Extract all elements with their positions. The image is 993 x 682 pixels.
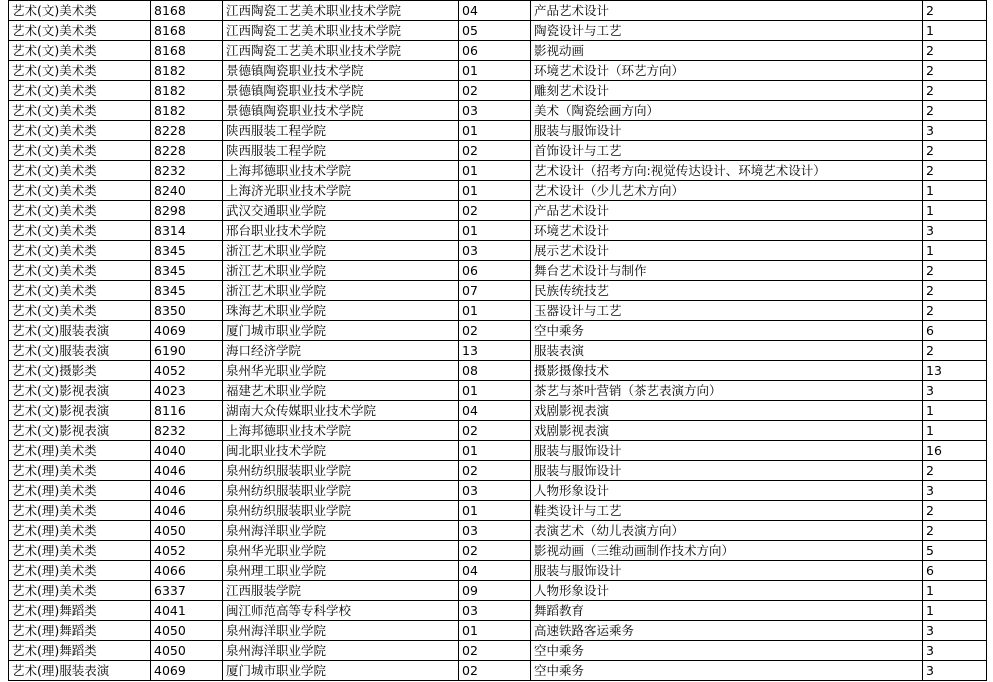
school-name-cell: 陕西服装工程学院 xyxy=(223,121,459,141)
category-cell: 艺术(理)美术类 xyxy=(9,481,151,501)
school-name-cell: 景德镇陶瓷职业技术学院 xyxy=(223,61,459,81)
category-cell: 艺术(文)影视表演 xyxy=(9,401,151,421)
plan-count-cell: 2 xyxy=(923,141,987,161)
major-name-cell: 人物形象设计 xyxy=(531,481,923,501)
category-cell: 艺术(理)舞蹈类 xyxy=(9,601,151,621)
major-name-cell: 陶瓷设计与工艺 xyxy=(531,21,923,41)
school-code-cell: 8116 xyxy=(151,401,223,421)
plan-count-cell: 2 xyxy=(923,61,987,81)
school-code-cell: 8168 xyxy=(151,21,223,41)
major-name-cell: 空中乘务 xyxy=(531,641,923,661)
school-name-cell: 泉州海洋职业学院 xyxy=(223,521,459,541)
major-name-cell: 民族传统技艺 xyxy=(531,281,923,301)
major-code-cell: 02 xyxy=(459,421,531,441)
table-body xyxy=(9,1,987,681)
school-code-cell: 8168 xyxy=(151,41,223,61)
major-name-cell: 服装表演 xyxy=(531,341,923,361)
category-cell: 艺术(文)美术类 xyxy=(9,1,151,21)
category-cell: 艺术(文)美术类 xyxy=(9,121,151,141)
plan-count-cell: 2 xyxy=(923,41,987,61)
school-name-cell: 泉州纺织服装职业学院 xyxy=(223,461,459,481)
table-row xyxy=(9,41,987,61)
school-name-cell: 泉州海洋职业学院 xyxy=(223,641,459,661)
plan-count-cell: 2 xyxy=(923,341,987,361)
category-cell: 艺术(理)美术类 xyxy=(9,441,151,461)
table-row xyxy=(9,481,987,501)
major-name-cell: 展示艺术设计 xyxy=(531,241,923,261)
category-cell: 艺术(理)美术类 xyxy=(9,461,151,481)
school-name-cell: 浙江艺术职业学院 xyxy=(223,281,459,301)
major-name-cell: 雕刻艺术设计 xyxy=(531,81,923,101)
plan-count-cell: 3 xyxy=(923,221,987,241)
school-code-cell: 8182 xyxy=(151,81,223,101)
table-row xyxy=(9,661,987,681)
table-row xyxy=(9,201,987,221)
school-code-cell: 8345 xyxy=(151,281,223,301)
school-code-cell: 8182 xyxy=(151,61,223,81)
category-cell: 艺术(文)服装表演 xyxy=(9,321,151,341)
plan-count-cell: 6 xyxy=(923,561,987,581)
category-cell: 艺术(理)美术类 xyxy=(9,541,151,561)
school-name-cell: 珠海艺术职业学院 xyxy=(223,301,459,321)
category-cell: 艺术(文)美术类 xyxy=(9,101,151,121)
plan-count-cell: 3 xyxy=(923,121,987,141)
school-code-cell: 4050 xyxy=(151,521,223,541)
school-code-cell: 4069 xyxy=(151,321,223,341)
category-cell: 艺术(文)美术类 xyxy=(9,41,151,61)
category-cell: 艺术(文)美术类 xyxy=(9,161,151,181)
major-name-cell: 服装与服饰设计 xyxy=(531,121,923,141)
major-code-cell: 03 xyxy=(459,101,531,121)
plan-count-cell: 5 xyxy=(923,541,987,561)
category-cell: 艺术(理)美术类 xyxy=(9,581,151,601)
school-name-cell: 景德镇陶瓷职业技术学院 xyxy=(223,81,459,101)
plan-count-cell: 2 xyxy=(923,281,987,301)
category-cell: 艺术(文)美术类 xyxy=(9,201,151,221)
school-code-cell: 4040 xyxy=(151,441,223,461)
school-code-cell: 4046 xyxy=(151,461,223,481)
major-name-cell: 高速铁路客运乘务 xyxy=(531,621,923,641)
plan-count-cell: 1 xyxy=(923,201,987,221)
category-cell: 艺术(文)美术类 xyxy=(9,241,151,261)
school-name-cell: 江西陶瓷工艺美术职业技术学院 xyxy=(223,1,459,21)
major-code-cell: 03 xyxy=(459,521,531,541)
major-name-cell: 产品艺术设计 xyxy=(531,201,923,221)
major-code-cell: 02 xyxy=(459,321,531,341)
major-name-cell: 影视动画（三维动画制作技术方向） xyxy=(531,541,923,561)
major-code-cell: 06 xyxy=(459,261,531,281)
major-name-cell: 服装与服饰设计 xyxy=(531,461,923,481)
major-code-cell: 13 xyxy=(459,341,531,361)
major-code-cell: 07 xyxy=(459,281,531,301)
major-name-cell: 空中乘务 xyxy=(531,321,923,341)
school-name-cell: 景德镇陶瓷职业技术学院 xyxy=(223,101,459,121)
plan-count-cell: 2 xyxy=(923,461,987,481)
major-name-cell: 戏剧影视表演 xyxy=(531,401,923,421)
plan-count-cell: 2 xyxy=(923,81,987,101)
school-code-cell: 4066 xyxy=(151,561,223,581)
category-cell: 艺术(文)美术类 xyxy=(9,221,151,241)
school-code-cell: 4023 xyxy=(151,381,223,401)
table-row xyxy=(9,321,987,341)
school-name-cell: 福建艺术职业学院 xyxy=(223,381,459,401)
table-row xyxy=(9,641,987,661)
plan-count-cell: 1 xyxy=(923,421,987,441)
school-name-cell: 厦门城市职业学院 xyxy=(223,321,459,341)
major-name-cell: 产品艺术设计 xyxy=(531,1,923,21)
major-code-cell: 02 xyxy=(459,641,531,661)
major-code-cell: 04 xyxy=(459,1,531,21)
major-code-cell: 01 xyxy=(459,161,531,181)
table-row xyxy=(9,281,987,301)
table-row xyxy=(9,341,987,361)
school-name-cell: 闽江师范高等专科学校 xyxy=(223,601,459,621)
major-name-cell: 鞋类设计与工艺 xyxy=(531,501,923,521)
school-code-cell: 6337 xyxy=(151,581,223,601)
school-name-cell: 浙江艺术职业学院 xyxy=(223,241,459,261)
major-code-cell: 03 xyxy=(459,241,531,261)
major-code-cell: 01 xyxy=(459,221,531,241)
major-code-cell: 01 xyxy=(459,121,531,141)
table-row xyxy=(9,441,987,461)
major-code-cell: 01 xyxy=(459,621,531,641)
major-code-cell: 04 xyxy=(459,561,531,581)
major-code-cell: 01 xyxy=(459,181,531,201)
table-row xyxy=(9,121,987,141)
major-name-cell: 舞台艺术设计与制作 xyxy=(531,261,923,281)
table-row xyxy=(9,301,987,321)
school-code-cell: 4041 xyxy=(151,601,223,621)
category-cell: 艺术(文)摄影类 xyxy=(9,361,151,381)
category-cell: 艺术(理)舞蹈类 xyxy=(9,641,151,661)
major-name-cell: 表演艺术（幼儿表演方向） xyxy=(531,521,923,541)
major-code-cell: 02 xyxy=(459,81,531,101)
major-code-cell: 06 xyxy=(459,41,531,61)
plan-count-cell: 3 xyxy=(923,661,987,681)
category-cell: 艺术(理)美术类 xyxy=(9,521,151,541)
school-name-cell: 武汉交通职业学院 xyxy=(223,201,459,221)
major-code-cell: 02 xyxy=(459,201,531,221)
major-code-cell: 01 xyxy=(459,381,531,401)
school-code-cell: 4050 xyxy=(151,621,223,641)
major-name-cell: 环境艺术设计（环艺方向） xyxy=(531,61,923,81)
plan-count-cell: 3 xyxy=(923,621,987,641)
plan-count-cell: 2 xyxy=(923,261,987,281)
school-code-cell: 8182 xyxy=(151,101,223,121)
major-code-cell: 02 xyxy=(459,661,531,681)
major-name-cell: 人物形象设计 xyxy=(531,581,923,601)
table-row xyxy=(9,241,987,261)
school-code-cell: 4052 xyxy=(151,361,223,381)
category-cell: 艺术(文)美术类 xyxy=(9,61,151,81)
school-name-cell: 海口经济学院 xyxy=(223,341,459,361)
table-row xyxy=(9,261,987,281)
school-code-cell: 4046 xyxy=(151,481,223,501)
table-row xyxy=(9,181,987,201)
major-code-cell: 02 xyxy=(459,461,531,481)
plan-count-cell: 3 xyxy=(923,641,987,661)
school-name-cell: 江西服装学院 xyxy=(223,581,459,601)
plan-count-cell: 2 xyxy=(923,1,987,21)
table-row xyxy=(9,1,987,21)
plan-count-cell: 1 xyxy=(923,401,987,421)
table-row xyxy=(9,581,987,601)
school-name-cell: 上海济光职业技术学院 xyxy=(223,181,459,201)
major-name-cell: 美术（陶瓷绘画方向） xyxy=(531,101,923,121)
plan-count-cell: 2 xyxy=(923,101,987,121)
table-row xyxy=(9,521,987,541)
major-code-cell: 01 xyxy=(459,501,531,521)
category-cell: 艺术(文)美术类 xyxy=(9,281,151,301)
school-name-cell: 邢台职业技术学院 xyxy=(223,221,459,241)
school-name-cell: 厦门城市职业学院 xyxy=(223,661,459,681)
table-row xyxy=(9,601,987,621)
school-name-cell: 泉州华光职业学院 xyxy=(223,361,459,381)
plan-count-cell: 16 xyxy=(923,441,987,461)
category-cell: 艺术(文)美术类 xyxy=(9,21,151,41)
table-row xyxy=(9,21,987,41)
school-code-cell: 8232 xyxy=(151,421,223,441)
major-name-cell: 茶艺与茶叶营销（茶艺表演方向） xyxy=(531,381,923,401)
plan-count-cell: 1 xyxy=(923,181,987,201)
category-cell: 艺术(文)服装表演 xyxy=(9,341,151,361)
school-name-cell: 泉州纺织服装职业学院 xyxy=(223,481,459,501)
table-row xyxy=(9,221,987,241)
major-name-cell: 首饰设计与工艺 xyxy=(531,141,923,161)
school-name-cell: 闽北职业技术学院 xyxy=(223,441,459,461)
table-row xyxy=(9,621,987,641)
school-code-cell: 8232 xyxy=(151,161,223,181)
major-name-cell: 艺术设计（招考方向:视觉传达设计、环境艺术设计） xyxy=(531,161,923,181)
plan-count-cell: 3 xyxy=(923,481,987,501)
major-name-cell: 艺术设计（少儿艺术方向） xyxy=(531,181,923,201)
major-code-cell: 01 xyxy=(459,301,531,321)
plan-count-cell: 1 xyxy=(923,581,987,601)
category-cell: 艺术(理)美术类 xyxy=(9,501,151,521)
category-cell: 艺术(文)美术类 xyxy=(9,141,151,161)
major-code-cell: 02 xyxy=(459,541,531,561)
major-code-cell: 04 xyxy=(459,401,531,421)
school-code-cell: 8298 xyxy=(151,201,223,221)
major-code-cell: 03 xyxy=(459,601,531,621)
major-name-cell: 戏剧影视表演 xyxy=(531,421,923,441)
school-name-cell: 陕西服装工程学院 xyxy=(223,141,459,161)
major-name-cell: 空中乘务 xyxy=(531,661,923,681)
school-name-cell: 湖南大众传媒职业技术学院 xyxy=(223,401,459,421)
plan-count-cell: 2 xyxy=(923,501,987,521)
school-code-cell: 8228 xyxy=(151,141,223,161)
plan-count-cell: 1 xyxy=(923,601,987,621)
category-cell: 艺术(文)影视表演 xyxy=(9,381,151,401)
school-code-cell: 8345 xyxy=(151,261,223,281)
major-code-cell: 03 xyxy=(459,481,531,501)
major-code-cell: 08 xyxy=(459,361,531,381)
major-code-cell: 02 xyxy=(459,141,531,161)
table-row xyxy=(9,501,987,521)
major-code-cell: 01 xyxy=(459,61,531,81)
plan-count-cell: 1 xyxy=(923,21,987,41)
plan-count-cell: 2 xyxy=(923,161,987,181)
table-row xyxy=(9,561,987,581)
major-name-cell: 服装与服饰设计 xyxy=(531,441,923,461)
category-cell: 艺术(理)舞蹈类 xyxy=(9,621,151,641)
category-cell: 艺术(文)美术类 xyxy=(9,81,151,101)
major-code-cell: 01 xyxy=(459,441,531,461)
plan-count-cell: 1 xyxy=(923,241,987,261)
category-cell: 艺术(文)美术类 xyxy=(9,181,151,201)
school-name-cell: 浙江艺术职业学院 xyxy=(223,261,459,281)
major-name-cell: 服装与服饰设计 xyxy=(531,561,923,581)
plan-count-cell: 3 xyxy=(923,381,987,401)
category-cell: 艺术(理)服装表演 xyxy=(9,661,151,681)
school-code-cell: 4046 xyxy=(151,501,223,521)
table-row xyxy=(9,61,987,81)
plan-count-cell: 6 xyxy=(923,321,987,341)
school-code-cell: 8314 xyxy=(151,221,223,241)
school-code-cell: 8345 xyxy=(151,241,223,261)
school-name-cell: 江西陶瓷工艺美术职业技术学院 xyxy=(223,41,459,61)
school-name-cell: 上海邦德职业技术学院 xyxy=(223,421,459,441)
table-row xyxy=(9,541,987,561)
table-row xyxy=(9,421,987,441)
category-cell: 艺术(理)美术类 xyxy=(9,561,151,581)
school-name-cell: 泉州理工职业学院 xyxy=(223,561,459,581)
school-code-cell: 8168 xyxy=(151,1,223,21)
school-name-cell: 泉州纺织服装职业学院 xyxy=(223,501,459,521)
table-row xyxy=(9,381,987,401)
major-name-cell: 环境艺术设计 xyxy=(531,221,923,241)
plan-count-cell: 2 xyxy=(923,521,987,541)
school-name-cell: 江西陶瓷工艺美术职业技术学院 xyxy=(223,21,459,41)
school-code-cell: 4052 xyxy=(151,541,223,561)
table-row xyxy=(9,141,987,161)
table-row xyxy=(9,161,987,181)
table-row xyxy=(9,101,987,121)
major-name-cell: 舞蹈教育 xyxy=(531,601,923,621)
table-row xyxy=(9,461,987,481)
admission-plan-table xyxy=(8,0,987,681)
plan-count-cell: 13 xyxy=(923,361,987,381)
school-code-cell: 8240 xyxy=(151,181,223,201)
school-name-cell: 泉州华光职业学院 xyxy=(223,541,459,561)
table-row xyxy=(9,81,987,101)
school-name-cell: 泉州海洋职业学院 xyxy=(223,621,459,641)
category-cell: 艺术(文)美术类 xyxy=(9,261,151,281)
category-cell: 艺术(文)影视表演 xyxy=(9,421,151,441)
major-code-cell: 05 xyxy=(459,21,531,41)
school-name-cell: 上海邦德职业技术学院 xyxy=(223,161,459,181)
school-code-cell: 4050 xyxy=(151,641,223,661)
category-cell: 艺术(文)美术类 xyxy=(9,301,151,321)
school-code-cell: 8228 xyxy=(151,121,223,141)
table-row xyxy=(9,401,987,421)
school-code-cell: 8350 xyxy=(151,301,223,321)
plan-count-cell: 2 xyxy=(923,301,987,321)
school-code-cell: 6190 xyxy=(151,341,223,361)
major-name-cell: 玉器设计与工艺 xyxy=(531,301,923,321)
major-code-cell: 09 xyxy=(459,581,531,601)
major-name-cell: 影视动画 xyxy=(531,41,923,61)
major-name-cell: 摄影摄像技术 xyxy=(531,361,923,381)
table-row xyxy=(9,361,987,381)
school-code-cell: 4069 xyxy=(151,661,223,681)
